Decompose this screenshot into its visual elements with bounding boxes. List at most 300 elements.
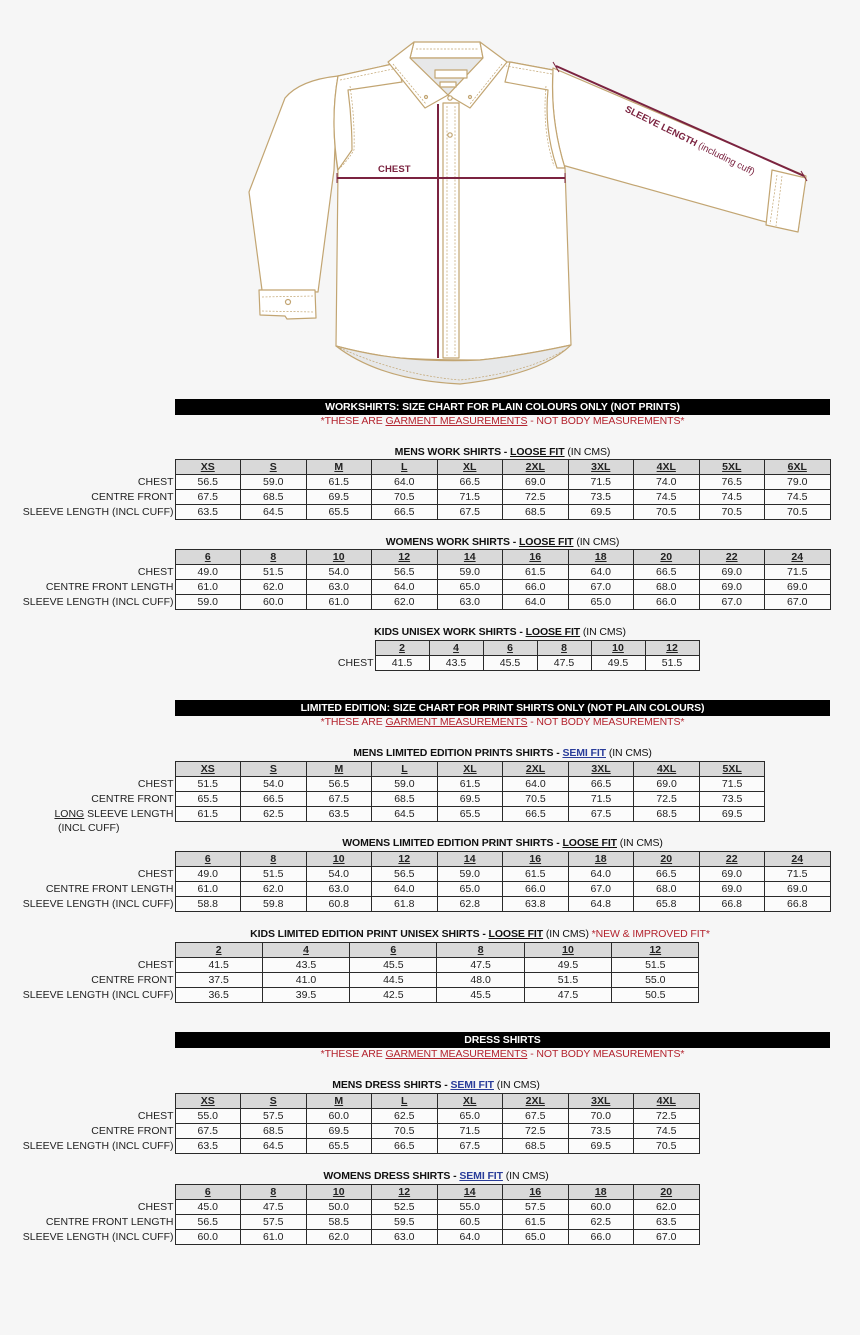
measurement-cell: 51.5 xyxy=(645,656,699,671)
unit-text: (IN CMS) xyxy=(616,837,663,849)
size-header-row xyxy=(15,550,830,565)
measurement-cell: 68.5 xyxy=(503,1139,569,1154)
size-header: 14 xyxy=(437,550,503,565)
measurement-cell: 71.5 xyxy=(568,475,634,490)
measurement-cell: 71.5 xyxy=(699,777,765,792)
table-row xyxy=(15,1215,699,1230)
measurement-cell: 69.5 xyxy=(699,807,765,822)
measurement-cell: 65.5 xyxy=(437,807,503,822)
measurement-cell: 41.5 xyxy=(175,958,262,973)
measurement-cell: 70.5 xyxy=(765,505,831,520)
size-header: 18 xyxy=(568,1185,634,1200)
size-header: 8 xyxy=(537,641,591,656)
measurement-cell: 42.5 xyxy=(350,988,437,1003)
measurement-cell: 45.5 xyxy=(483,656,537,671)
measurement-cell: 73.5 xyxy=(699,792,765,807)
size-header: S xyxy=(241,460,307,475)
table-row xyxy=(15,1230,699,1245)
measurement-cell: 70.5 xyxy=(503,792,569,807)
measurement-cell: 69.5 xyxy=(437,792,503,807)
size-header: L xyxy=(372,460,438,475)
size-header: 4 xyxy=(429,641,483,656)
size-header: 16 xyxy=(503,852,569,867)
size-header: 24 xyxy=(765,550,831,565)
size-header-row xyxy=(15,762,765,777)
measurement-cell: 64.0 xyxy=(437,1230,503,1245)
table-row xyxy=(215,656,699,671)
measurement-cell: 69.0 xyxy=(699,882,765,897)
measurement-cell: 61.0 xyxy=(175,882,241,897)
row-label xyxy=(15,1200,175,1215)
measurement-cell: 64.0 xyxy=(372,475,438,490)
size-table-womens-limited xyxy=(15,851,831,912)
measurement-cell: 65.5 xyxy=(175,792,241,807)
measurement-cell: 73.5 xyxy=(568,490,634,505)
size-header: 4XL xyxy=(634,460,700,475)
row-label xyxy=(15,867,175,882)
measurement-cell: 48.0 xyxy=(437,973,524,988)
section-band-dress-shirts: DRESS SHIRTS xyxy=(175,1032,830,1048)
size-table-mens-limited xyxy=(15,761,765,822)
measurement-cell: 63.5 xyxy=(634,1215,700,1230)
sleeve-length-label-bold: SLEEVE LENGTH xyxy=(623,104,699,150)
size-header: 20 xyxy=(634,852,700,867)
measurement-cell: 67.5 xyxy=(306,792,372,807)
measurement-cell: 61.5 xyxy=(503,867,569,882)
warning-text: - NOT BODY MEASUREMENTS* xyxy=(527,1048,685,1060)
row-label xyxy=(15,1215,175,1230)
measurement-cell: 66.5 xyxy=(634,867,700,882)
measurement-cell: 69.5 xyxy=(306,1124,372,1139)
chart-title-kids-limited xyxy=(150,928,810,941)
measurement-cell: 47.5 xyxy=(437,958,524,973)
size-header: 24 xyxy=(765,852,831,867)
measurement-cell: 67.0 xyxy=(568,580,634,595)
size-header: 14 xyxy=(437,1185,503,1200)
header-spacer xyxy=(15,1094,175,1109)
row-label xyxy=(15,565,175,580)
new-fit-badge: *NEW & IMPROVED FIT* xyxy=(591,928,710,940)
row-label-text: CHEST xyxy=(337,657,374,669)
chart-title-kids-work xyxy=(240,626,760,639)
table-row xyxy=(15,867,830,882)
table-row xyxy=(15,958,699,973)
size-header: XS xyxy=(175,1094,241,1109)
measurement-cell: 65.8 xyxy=(634,897,700,912)
measurement-cell: 70.5 xyxy=(699,505,765,520)
chart-title-mens-dress xyxy=(175,1079,697,1092)
measurement-cell: 71.5 xyxy=(765,565,831,580)
chart-title-womens-limited xyxy=(175,837,830,850)
size-header: 6 xyxy=(483,641,537,656)
measurement-cell: 45.5 xyxy=(350,958,437,973)
row-label-text: SLEEVE LENGTH (INCL CUFF) xyxy=(22,1140,174,1152)
measurement-cell: 74.0 xyxy=(634,475,700,490)
measurement-cell: 62.8 xyxy=(437,897,503,912)
measurement-cell: 51.5 xyxy=(612,958,699,973)
measurement-cell: 67.5 xyxy=(437,505,503,520)
measurement-cell: 69.5 xyxy=(568,505,634,520)
measurement-cell: 73.5 xyxy=(568,1124,634,1139)
measurement-cell: 63.5 xyxy=(306,807,372,822)
fit-type: LOOSE FIT xyxy=(562,837,617,849)
row-label-text: SLEEVE LENGTH (INCL CUFF) xyxy=(22,1231,174,1243)
size-header: XL xyxy=(437,1094,503,1109)
size-header: S xyxy=(241,762,307,777)
warning-text: *THESE ARE xyxy=(320,415,386,427)
size-header: L xyxy=(372,762,438,777)
measurement-cell: 66.0 xyxy=(503,882,569,897)
size-header: XL xyxy=(437,460,503,475)
measurement-cell: 60.5 xyxy=(437,1215,503,1230)
size-header: S xyxy=(241,1094,307,1109)
row-label-continuation: (INCL CUFF) xyxy=(58,822,120,834)
measurement-cell: 64.0 xyxy=(372,882,438,897)
measurement-cell: 67.0 xyxy=(699,595,765,610)
measurement-cell: 63.5 xyxy=(175,1139,241,1154)
measurement-cell: 50.5 xyxy=(612,988,699,1003)
table-row xyxy=(15,505,830,520)
fit-type: SEMI FIT xyxy=(562,747,606,759)
chart-title-mens-limited xyxy=(175,747,830,760)
header-spacer xyxy=(15,460,175,475)
size-header: XS xyxy=(175,460,241,475)
measurement-cell: 59.0 xyxy=(437,565,503,580)
measurement-cell: 63.0 xyxy=(306,580,372,595)
size-table-kids-work xyxy=(215,640,700,671)
row-label xyxy=(15,1124,175,1139)
size-header: 12 xyxy=(645,641,699,656)
garment-measurement-warning xyxy=(175,1048,830,1061)
size-table-kids-limited xyxy=(15,942,699,1003)
measurement-cell: 71.5 xyxy=(568,792,634,807)
row-label-text: SLEEVE LENGTH (INCL CUFF) xyxy=(22,596,174,608)
size-header: 6 xyxy=(350,943,437,958)
measurement-cell: 61.5 xyxy=(437,777,503,792)
measurement-cell: 60.0 xyxy=(241,595,307,610)
measurement-cell: 61.0 xyxy=(241,1230,307,1245)
measurement-cell: 62.0 xyxy=(241,580,307,595)
table-row xyxy=(15,595,830,610)
measurement-cell: 56.5 xyxy=(306,777,372,792)
unit-text: (IN CMS) xyxy=(580,626,626,638)
measurement-cell: 51.5 xyxy=(175,777,241,792)
measurement-cell: 66.0 xyxy=(568,1230,634,1245)
measurement-cell: 65.5 xyxy=(306,1139,372,1154)
measurement-cell: 64.0 xyxy=(372,580,438,595)
measurement-cell: 66.0 xyxy=(634,595,700,610)
measurement-cell: 57.5 xyxy=(241,1215,307,1230)
measurement-cell: 41.0 xyxy=(262,973,349,988)
size-header: 8 xyxy=(241,1185,307,1200)
sleeve-length-label-note: (including cuff) xyxy=(693,139,757,178)
measurement-cell: 76.5 xyxy=(699,475,765,490)
measurement-cell: 69.0 xyxy=(503,475,569,490)
warning-underlined: GARMENT MEASUREMENTS xyxy=(385,415,528,427)
row-label-underlined: LONG xyxy=(54,808,85,820)
row-label xyxy=(215,656,375,671)
size-header-row xyxy=(15,1094,699,1109)
header-spacer xyxy=(15,943,175,958)
row-label-text: CHEST xyxy=(137,566,174,578)
size-header: 10 xyxy=(306,550,372,565)
measurement-cell: 69.0 xyxy=(765,580,831,595)
measurement-cell: 55.0 xyxy=(437,1200,503,1215)
measurement-cell: 66.5 xyxy=(503,807,569,822)
measurement-cell: 74.5 xyxy=(634,490,700,505)
measurement-cell: 64.0 xyxy=(568,565,634,580)
size-header: XL xyxy=(437,762,503,777)
measurement-cell: 70.5 xyxy=(372,1124,438,1139)
measurement-cell: 69.5 xyxy=(306,490,372,505)
size-header: M xyxy=(306,460,372,475)
row-label xyxy=(15,988,175,1003)
measurement-cell: 65.0 xyxy=(437,580,503,595)
measurement-cell: 64.5 xyxy=(241,505,307,520)
shirt-diagram-icon xyxy=(0,0,860,395)
table-row xyxy=(15,988,699,1003)
unit-text: (IN CMS) xyxy=(606,747,652,759)
row-label-text: CENTRE FRONT xyxy=(91,974,174,986)
header-spacer xyxy=(15,762,175,777)
size-header: 20 xyxy=(634,1185,700,1200)
row-label xyxy=(15,777,175,792)
size-header: 5XL xyxy=(699,762,765,777)
size-header: 6 xyxy=(175,550,241,565)
chart-title-text: MENS WORK SHIRTS - xyxy=(394,446,511,458)
measurement-cell: 58.8 xyxy=(175,897,241,912)
size-header: 6 xyxy=(175,1185,241,1200)
measurement-cell: 47.5 xyxy=(537,656,591,671)
measurement-cell: 62.5 xyxy=(568,1215,634,1230)
chart-title-mens-work xyxy=(175,446,830,459)
warning-underlined: GARMENT MEASUREMENTS xyxy=(385,716,528,728)
row-label-text: SLEEVE LENGTH (INCL CUFF) xyxy=(22,989,174,1001)
measurement-cell: 51.5 xyxy=(241,867,307,882)
measurement-cell: 55.0 xyxy=(175,1109,241,1124)
measurement-cell: 72.5 xyxy=(503,1124,569,1139)
measurement-cell: 68.5 xyxy=(372,792,438,807)
size-header: XS xyxy=(175,762,241,777)
size-header: 4 xyxy=(262,943,349,958)
measurement-cell: 62.5 xyxy=(372,1109,438,1124)
size-header: 2XL xyxy=(503,1094,569,1109)
size-table-mens-dress xyxy=(15,1093,700,1154)
measurement-cell: 60.0 xyxy=(175,1230,241,1245)
row-label xyxy=(15,973,175,988)
measurement-cell: 64.8 xyxy=(568,897,634,912)
row-label-text: CHEST xyxy=(137,959,174,971)
row-label-text: CHEST xyxy=(137,1110,174,1122)
size-header: 18 xyxy=(568,852,634,867)
shirt-measurement-illustration xyxy=(0,0,860,395)
table-row xyxy=(15,807,765,822)
measurement-cell: 65.0 xyxy=(503,1230,569,1245)
measurement-cell: 62.0 xyxy=(372,595,438,610)
measurement-cell: 54.0 xyxy=(241,777,307,792)
header-spacer xyxy=(215,641,375,656)
measurement-cell: 49.5 xyxy=(591,656,645,671)
table-row xyxy=(15,1124,699,1139)
measurement-cell: 54.0 xyxy=(306,867,372,882)
row-label-text: CHEST xyxy=(137,476,174,488)
measurement-cell: 56.5 xyxy=(372,867,438,882)
row-label-text: CENTRE FRONT xyxy=(91,793,174,805)
measurement-cell: 66.5 xyxy=(372,1139,438,1154)
row-label-text: CENTRE FRONT LENGTH xyxy=(45,1216,174,1228)
garment-measurement-warning xyxy=(175,415,830,428)
measurement-cell: 64.0 xyxy=(503,595,569,610)
table-row xyxy=(15,565,830,580)
row-label-text: CHEST xyxy=(137,778,174,790)
size-header: 22 xyxy=(699,852,765,867)
header-spacer xyxy=(15,852,175,867)
row-label xyxy=(15,792,175,807)
size-header-row xyxy=(15,1185,699,1200)
measurement-cell: 71.5 xyxy=(437,490,503,505)
measurement-cell: 58.5 xyxy=(306,1215,372,1230)
row-label xyxy=(15,1109,175,1124)
size-header-row xyxy=(15,460,830,475)
measurement-cell: 65.0 xyxy=(568,595,634,610)
unit-text: (IN CMS) xyxy=(573,536,620,548)
measurement-cell: 41.5 xyxy=(375,656,429,671)
size-header: 10 xyxy=(306,852,372,867)
measurement-cell: 70.5 xyxy=(634,505,700,520)
garment-measurement-warning xyxy=(175,716,830,729)
measurement-cell: 67.5 xyxy=(437,1139,503,1154)
row-label-text: SLEEVE LENGTH (INCL CUFF) xyxy=(22,898,174,910)
measurement-cell: 59.0 xyxy=(372,777,438,792)
fit-type: SEMI FIT xyxy=(459,1170,503,1182)
size-header-row xyxy=(15,852,830,867)
chart-title-text: MENS LIMITED EDITION PRINTS SHIRTS - xyxy=(353,747,563,759)
measurement-cell: 68.5 xyxy=(241,1124,307,1139)
measurement-cell: 56.5 xyxy=(175,1215,241,1230)
measurement-cell: 63.0 xyxy=(372,1230,438,1245)
row-label xyxy=(15,580,175,595)
warning-text: - NOT BODY MEASUREMENTS* xyxy=(527,716,685,728)
measurement-cell: 59.5 xyxy=(372,1215,438,1230)
row-label xyxy=(15,595,175,610)
measurement-cell: 56.5 xyxy=(372,565,438,580)
size-header: 12 xyxy=(372,1185,438,1200)
size-header: 8 xyxy=(241,550,307,565)
size-header: 10 xyxy=(306,1185,372,1200)
measurement-cell: 68.5 xyxy=(503,505,569,520)
measurement-cell: 50.0 xyxy=(306,1200,372,1215)
measurement-cell: 69.0 xyxy=(765,882,831,897)
measurement-cell: 61.5 xyxy=(306,475,372,490)
measurement-cell: 66.5 xyxy=(241,792,307,807)
measurement-cell: 68.0 xyxy=(634,580,700,595)
size-table-mens-work xyxy=(15,459,831,520)
measurement-cell: 66.5 xyxy=(568,777,634,792)
measurement-cell: 59.0 xyxy=(175,595,241,610)
measurement-cell: 61.5 xyxy=(503,565,569,580)
measurement-cell: 66.5 xyxy=(437,475,503,490)
chart-title-womens-dress xyxy=(175,1170,697,1183)
row-label xyxy=(15,1139,175,1154)
measurement-cell: 65.5 xyxy=(306,505,372,520)
measurement-cell: 62.5 xyxy=(241,807,307,822)
measurement-cell: 71.5 xyxy=(765,867,831,882)
size-header: 16 xyxy=(503,1185,569,1200)
table-row xyxy=(15,1200,699,1215)
measurement-cell: 60.0 xyxy=(568,1200,634,1215)
measurement-cell: 43.5 xyxy=(262,958,349,973)
row-label xyxy=(15,958,175,973)
measurement-cell: 63.5 xyxy=(175,505,241,520)
measurement-cell: 63.0 xyxy=(306,882,372,897)
size-header: 3XL xyxy=(568,1094,634,1109)
size-header: 22 xyxy=(699,550,765,565)
row-label xyxy=(15,490,175,505)
warning-text: - NOT BODY MEASUREMENTS* xyxy=(527,415,685,427)
fit-type: SEMI FIT xyxy=(450,1079,494,1091)
table-row xyxy=(15,777,765,792)
table-row xyxy=(15,882,830,897)
measurement-cell: 67.5 xyxy=(175,1124,241,1139)
fit-type: LOOSE FIT xyxy=(518,536,574,548)
measurement-cell: 69.5 xyxy=(568,1139,634,1154)
measurement-cell: 51.5 xyxy=(241,565,307,580)
measurement-cell: 37.5 xyxy=(175,973,262,988)
measurement-cell: 69.0 xyxy=(634,777,700,792)
fit-type: LOOSE FIT xyxy=(525,626,581,638)
measurement-cell: 47.5 xyxy=(524,988,611,1003)
header-spacer xyxy=(15,1185,175,1200)
measurement-cell: 57.5 xyxy=(503,1200,569,1215)
row-label-text: CENTRE FRONT xyxy=(91,491,174,503)
warning-text: *THESE ARE xyxy=(320,1048,386,1060)
chart-title-text: WOMENS DRESS SHIRTS - xyxy=(323,1170,460,1182)
measurement-cell: 67.5 xyxy=(503,1109,569,1124)
size-header: 10 xyxy=(591,641,645,656)
unit-text: (IN CMS) xyxy=(564,446,611,458)
unit-text: (IN CMS) xyxy=(502,1170,549,1182)
measurement-cell: 59.8 xyxy=(241,897,307,912)
table-row xyxy=(15,490,830,505)
chart-title-text: KIDS LIMITED EDITION PRINT UNISEX SHIRTS - xyxy=(250,928,489,940)
size-header: 12 xyxy=(372,550,438,565)
size-header: 14 xyxy=(437,852,503,867)
table-row xyxy=(15,792,765,807)
measurement-cell: 74.5 xyxy=(765,490,831,505)
measurement-cell: 67.0 xyxy=(634,1230,700,1245)
measurement-cell: 79.0 xyxy=(765,475,831,490)
measurement-cell: 62.0 xyxy=(241,882,307,897)
measurement-cell: 60.8 xyxy=(306,897,372,912)
measurement-cell: 66.5 xyxy=(372,505,438,520)
size-header: 3XL xyxy=(568,460,634,475)
section-band-workshirts: WORKSHIRTS: SIZE CHART FOR PLAIN COLOURS ONLY (NOT PRINTS) xyxy=(175,399,830,415)
measurement-cell: 45.0 xyxy=(175,1200,241,1215)
measurement-cell: 69.0 xyxy=(699,867,765,882)
size-header: 16 xyxy=(503,550,569,565)
chest-measure-label: CHEST xyxy=(378,164,411,175)
measurement-cell: 44.5 xyxy=(350,973,437,988)
measurement-cell: 68.5 xyxy=(634,807,700,822)
measurement-cell: 51.5 xyxy=(524,973,611,988)
size-header: 10 xyxy=(524,943,611,958)
measurement-cell: 59.0 xyxy=(241,475,307,490)
warning-underlined: GARMENT MEASUREMENTS xyxy=(385,1048,528,1060)
measurement-cell: 66.8 xyxy=(765,897,831,912)
size-header: 20 xyxy=(634,550,700,565)
row-label-text: CENTRE FRONT LENGTH xyxy=(45,581,174,593)
measurement-cell: 61.5 xyxy=(503,1215,569,1230)
